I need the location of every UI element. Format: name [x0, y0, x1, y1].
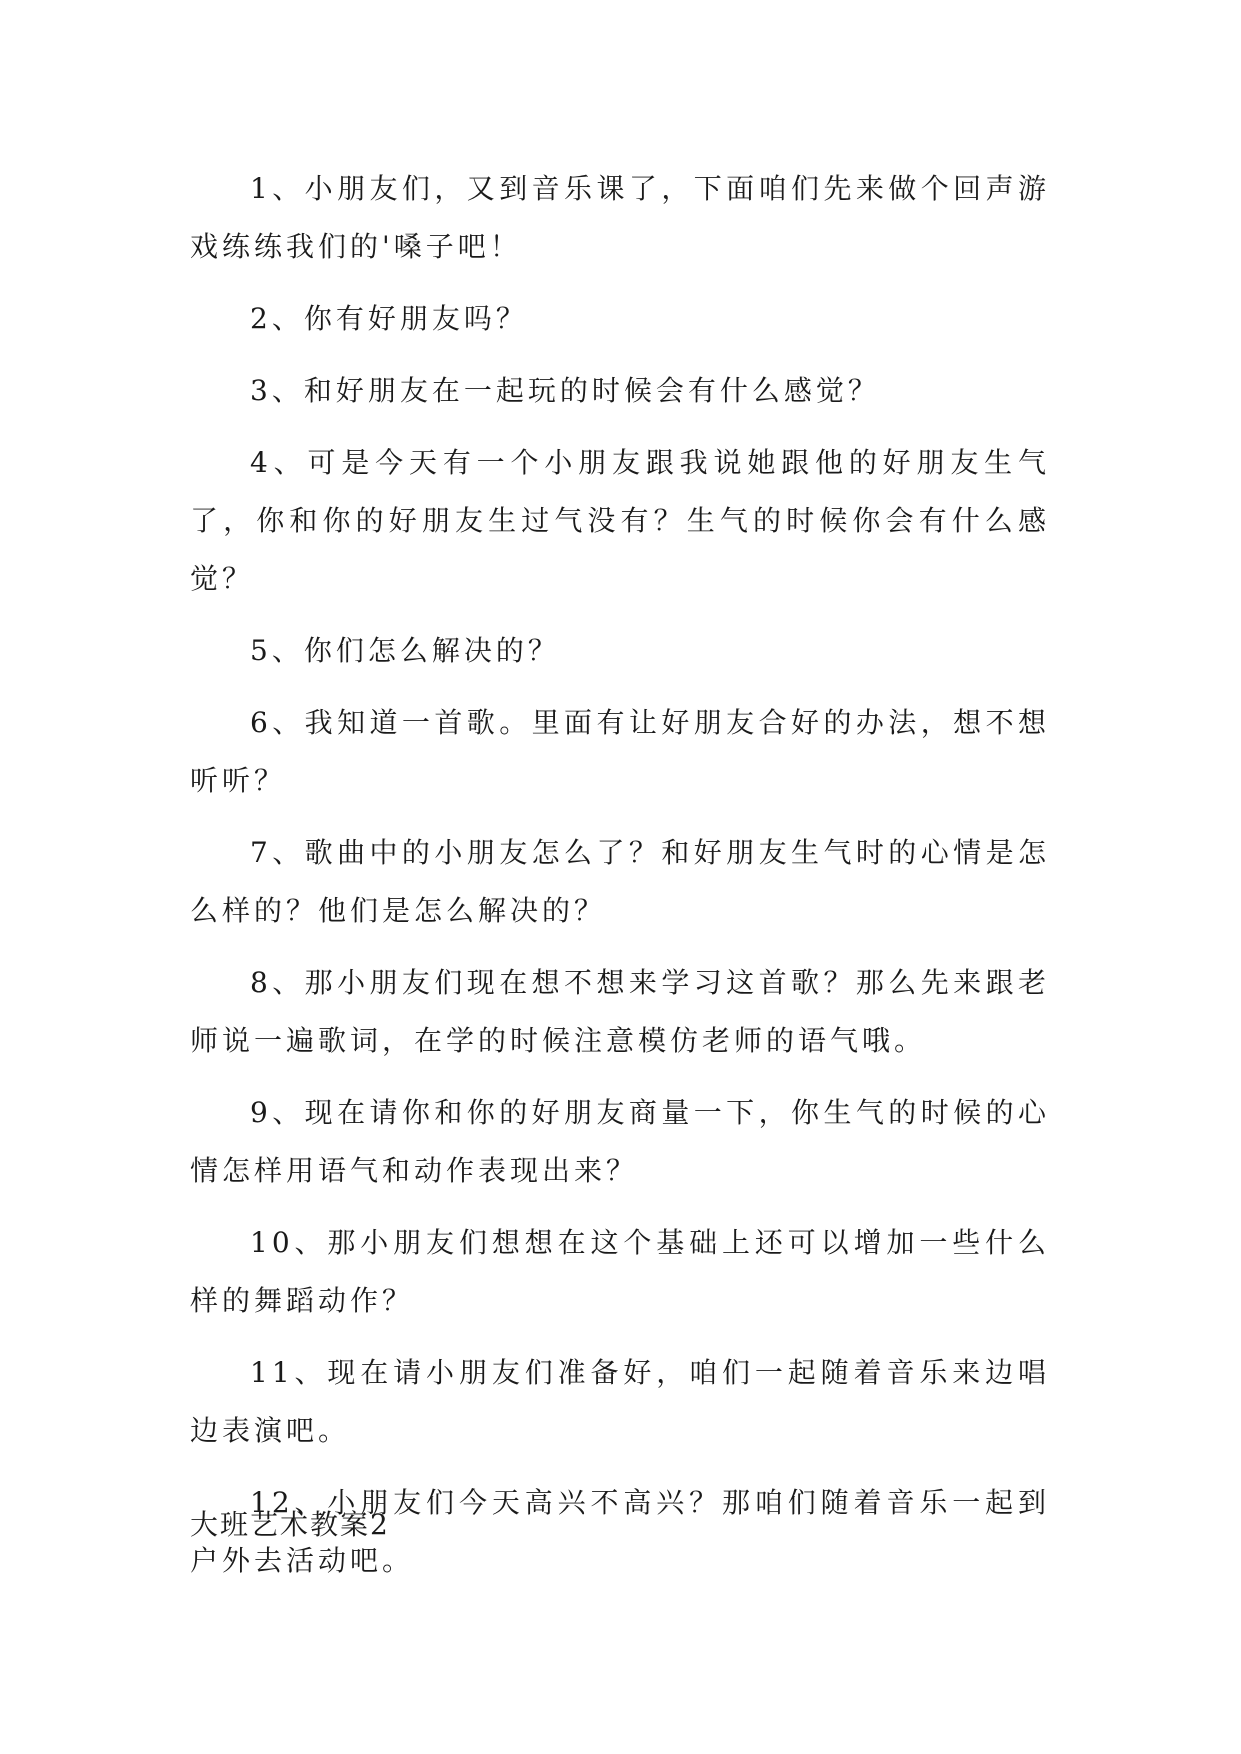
paragraph-9: 9、现在请你和你的好朋友商量一下，你生气的时候的心情怎样用语气和动作表现出来？ [190, 1096, 1050, 1187]
paragraph-11: 11、现在请小朋友们准备好，咱们一起随着音乐来边唱边表演吧。 [190, 1356, 1050, 1447]
paragraph-10: 10、那小朋友们想想在这个基础上还可以增加一些什么样的舞蹈动作？ [190, 1226, 1050, 1317]
document-body [190, 160, 1050, 1604]
paragraph-8: 8、那小朋友们现在想不想来学习这首歌？那么先来跟老师说一遍歌词，在学的时候注意模仿老师的语气哦。 [190, 966, 1050, 1057]
paragraph-6: 6、我知道一首歌。里面有让好朋友合好的办法，想不想听听？ [190, 706, 1050, 797]
section-title: 大班艺术教案2 [190, 1508, 390, 1541]
paragraph-4: 4、可是今天有一个小朋友跟我说她跟他的好朋友生气了，你和你的好朋友生过气没有？生气的时候你会有什么感觉？ [190, 446, 1050, 595]
paragraph-7: 7、歌曲中的小朋友怎么了？和好朋友生气时的心情是怎么样的？他们是怎么解决的？ [190, 836, 1050, 927]
paragraph-1: 1、小朋友们，又到音乐课了，下面咱们先来做个回声游戏练练我们的'嗓子吧！ [190, 172, 1050, 263]
paragraph-2: 2、你有好朋友吗？ [250, 302, 528, 335]
paragraph-12: 12、小朋友们今天高兴不高兴？那咱们随着音乐一起到户外去活动吧。 [190, 1486, 1050, 1577]
paragraph-3: 3、和好朋友在一起玩的时候会有什么感觉？ [250, 374, 880, 407]
paragraph-5: 5、你们怎么解决的？ [250, 634, 560, 667]
